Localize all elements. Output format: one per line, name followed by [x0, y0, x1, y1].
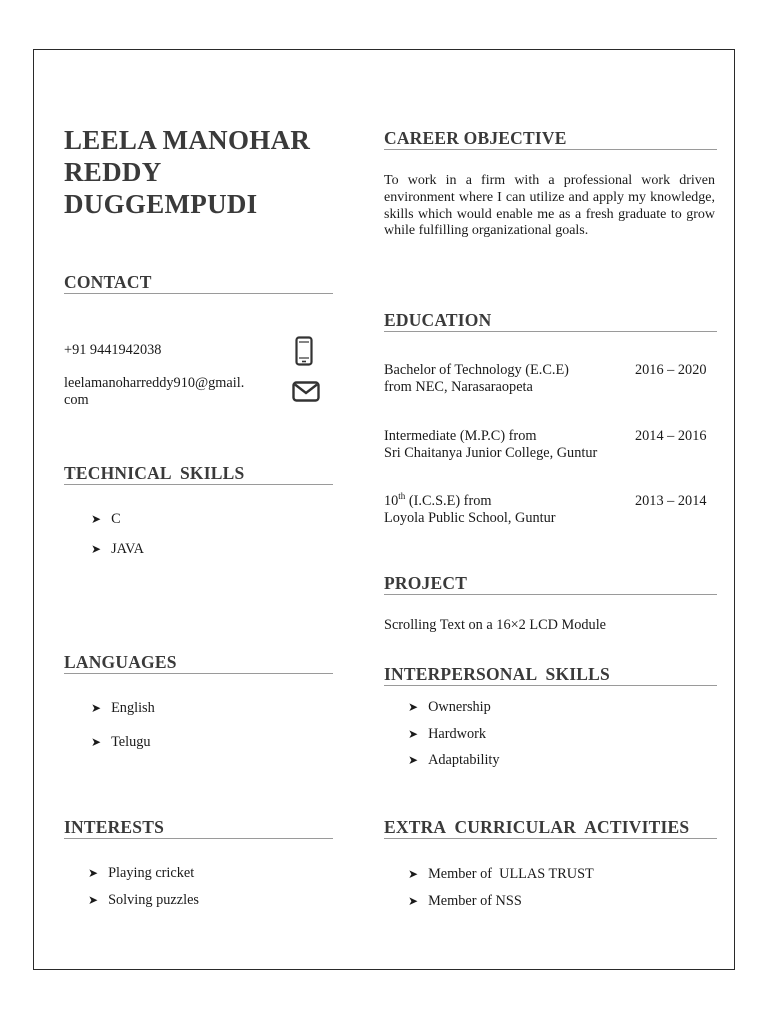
education-years: 2016 – 2020: [635, 362, 707, 378]
language-item: ➤ English: [91, 700, 155, 716]
education-entry-school: [384, 493, 624, 527]
interpersonal-skills-heading: INTERPERSONAL SKILLS: [384, 664, 717, 686]
bullet-arrow-icon: ➤: [408, 727, 419, 741]
bullet-arrow-icon: ➤: [91, 542, 102, 556]
bullet-arrow-icon: ➤: [408, 700, 419, 714]
activity-item: ➤ Member of NSS: [408, 893, 522, 909]
interest-item: ➤ Playing cricket: [88, 865, 195, 881]
bullet-arrow-icon: ➤: [408, 867, 419, 881]
email-line-1: leelamanoharreddy910@gmail.: [64, 375, 245, 391]
education-institution: from NEC, Narasaraopeta: [384, 379, 533, 395]
phone-icon: [295, 336, 313, 366]
contact-email: [64, 375, 284, 409]
language-item: ➤ Telugu: [91, 734, 151, 750]
bullet-arrow-icon: ➤: [91, 701, 102, 715]
interest-item: ➤ Solving puzzles: [88, 892, 199, 908]
extra-curricular-heading: EXTRA CURRICULAR ACTIVITIES: [384, 817, 717, 839]
education-degree: Intermediate (M.P.C) from: [384, 428, 537, 444]
name-line-2: REDDY: [64, 157, 162, 187]
skill-item: ➤ C: [91, 511, 121, 527]
languages-heading: LANGUAGES: [64, 652, 333, 674]
education-institution: Sri Chaitanya Junior College, Guntur: [384, 445, 598, 461]
education-degree: 10th (I.C.S.E) from: [384, 491, 492, 509]
project-heading: PROJECT: [384, 573, 717, 595]
career-objective-text: To work in a firm with a professional work driven environment where I can utilize and apply my knowledge, skills which would enable me as a fresh graduate to grow while fulfilling organizational goals.: [384, 173, 715, 239]
email-line-2: com: [64, 392, 89, 408]
interpersonal-item: ➤ Adaptability: [408, 752, 500, 768]
skill-item: ➤ JAVA: [91, 541, 144, 557]
bullet-arrow-icon: ➤: [88, 866, 99, 880]
education-degree: Bachelor of Technology (E.C.E): [384, 362, 569, 378]
education-entry-intermediate: [384, 428, 624, 462]
envelope-icon: [292, 381, 320, 402]
interpersonal-item: ➤ Hardwork: [408, 726, 487, 742]
education-years: 2013 – 2014: [635, 493, 707, 509]
project-text: Scrolling Text on a 16×2 LCD Module: [384, 617, 607, 633]
candidate-name: [64, 124, 334, 220]
contact-phone: +91 9441942038: [64, 342, 162, 358]
bullet-arrow-icon: ➤: [408, 753, 419, 767]
education-institution: Loyola Public School, Guntur: [384, 510, 556, 526]
education-years: 2014 – 2016: [635, 428, 707, 444]
bullet-arrow-icon: ➤: [408, 894, 419, 908]
education-entry-btech: [384, 362, 624, 396]
name-line-1: LEELA MANOHAR: [64, 125, 311, 155]
bullet-arrow-icon: ➤: [91, 735, 102, 749]
career-objective-heading: CAREER OBJECTIVE: [384, 128, 717, 150]
contact-heading: CONTACT: [64, 272, 333, 294]
education-heading: EDUCATION: [384, 310, 717, 332]
interpersonal-item: ➤ Ownership: [408, 699, 491, 715]
bullet-arrow-icon: ➤: [91, 512, 102, 526]
bullet-arrow-icon: ➤: [88, 893, 99, 907]
technical-skills-heading: TECHNICAL SKILLS: [64, 463, 333, 485]
interests-heading: INTERESTS: [64, 817, 333, 839]
activity-item: ➤ Member of ULLAS TRUST: [408, 866, 594, 882]
name-line-3: DUGGEMPUDI: [64, 189, 258, 219]
